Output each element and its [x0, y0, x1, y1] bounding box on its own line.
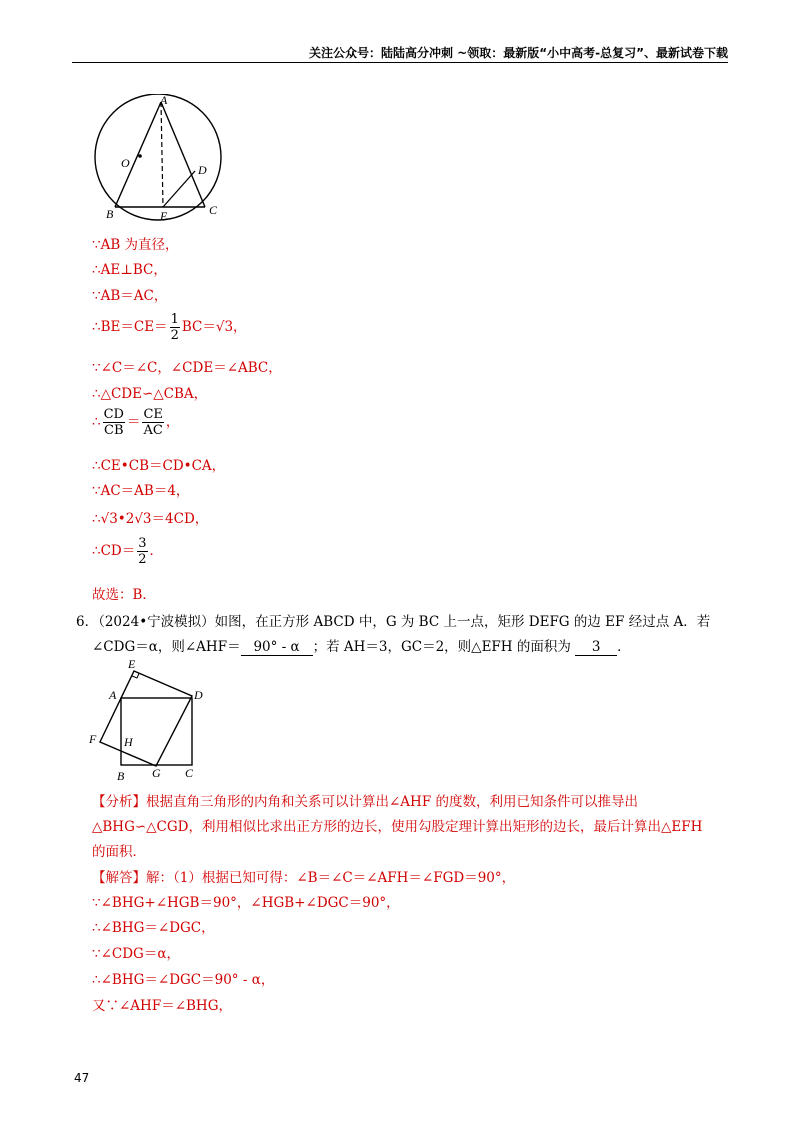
text: ；若 AH＝3，GC＝2，则△EFH 的面积为: [312, 639, 571, 655]
fraction: [142, 407, 163, 438]
fraction: [137, 536, 147, 567]
text: ∠CDG＝α，则∠AHF＝: [92, 639, 241, 655]
solution-line: ∵∠C＝∠C，∠CDE＝∠ABC，: [92, 360, 282, 376]
solution-line: ∴AE⊥BC，: [92, 262, 167, 278]
solution-line: ∵∠BHG+∠HGB＝90°，∠HGB+∠DGC＝90°，: [92, 895, 400, 911]
label-F: F: [89, 732, 97, 746]
analysis-line: 【分析】根据直角三角形的内角和关系可以计算出∠AHF 的度数，利用已知条件可以推导出: [92, 794, 638, 810]
solution-line: ∴√3•2√3＝4CD，: [92, 511, 209, 527]
numerator: 3: [138, 536, 147, 551]
label-D: D: [194, 688, 203, 702]
question-6-line-1: 6．（2024•宁波模拟）如图，在正方形 ABCD 中，G 为 BC 上一点，矩形 DEFG 的边 EF 经过点 A．若: [76, 614, 711, 630]
text: ．: [149, 543, 164, 559]
solution-line-fraction: [92, 312, 247, 343]
solution-line: 又∵∠AHF＝∠BHG，: [92, 998, 232, 1014]
label-A: A: [160, 94, 168, 107]
solution-line: ∵AB 为直径，: [92, 237, 179, 253]
text: ∴BE＝CE＝: [92, 319, 168, 335]
label-C: C: [209, 203, 218, 217]
denominator: AC: [143, 423, 163, 438]
text: ．: [617, 639, 631, 655]
solution-line: 故选：B．: [92, 587, 156, 603]
header-rule: [72, 62, 728, 63]
answer-blank-1: 90° - α: [241, 639, 313, 656]
geometry-figure-circle: [84, 94, 234, 224]
text: BC＝√3，: [181, 319, 247, 335]
denominator: 2: [170, 328, 179, 343]
text: ∴: [92, 414, 101, 430]
label-B: B: [117, 769, 125, 783]
solution-line: ∴∠BHG＝∠DGC，: [92, 920, 215, 936]
label-E: E: [128, 657, 136, 671]
fraction: [103, 407, 125, 438]
numerator: CD: [103, 407, 124, 422]
solution-line: ∵AC＝AB＝4，: [92, 483, 190, 499]
question-6-line-2: [92, 635, 631, 656]
solution-line: 【解答】解：（1）根据已知可得：∠B＝∠C＝∠AFH＝∠FGD＝90°，: [92, 870, 516, 886]
solution-line-fraction: [92, 536, 163, 567]
numerator: CE: [143, 407, 163, 422]
label-C: C: [185, 766, 194, 780]
analysis-line: 的面积．: [92, 844, 146, 860]
analysis-line: △BHG∽△CGD，利用相似比求出正方形的边长，使用勾股定理计算出矩形的边长，最后计算出△EFH: [92, 819, 703, 835]
fraction: [170, 312, 180, 343]
denominator: CB: [104, 423, 124, 438]
solution-line: ∵AB＝AC，: [92, 288, 168, 304]
label-D: D: [198, 163, 207, 177]
label-G: G: [152, 766, 161, 780]
text: ，: [165, 414, 180, 430]
page-number: 47: [74, 1071, 90, 1085]
solution-line: ∴△CDE∽△CBA，: [92, 386, 208, 402]
solution-line: ∴CE•CB＝CD•CA，: [92, 458, 226, 474]
label-E: E: [160, 209, 168, 223]
page-header: 关注公众号：陆陆高分冲刺 ~领取：最新版“小中高考-总复习”、最新试卷下载: [309, 46, 728, 60]
label-A: A: [109, 688, 117, 702]
text: ∴CD＝: [92, 543, 136, 559]
denominator: 2: [138, 552, 147, 567]
label-H: H: [124, 735, 133, 749]
label-B: B: [106, 207, 114, 221]
answer-blank-2: 3: [575, 639, 617, 656]
text: ＝: [126, 414, 141, 430]
solution-line: ∴∠BHG＝∠DGC＝90° - α，: [92, 972, 275, 988]
solution-line: ∵∠CDG＝α，: [92, 946, 180, 962]
solution-line-fraction: [92, 407, 179, 438]
numerator: 1: [170, 312, 179, 327]
label-O: O: [121, 156, 130, 170]
geometry-figure-square: [86, 656, 216, 784]
